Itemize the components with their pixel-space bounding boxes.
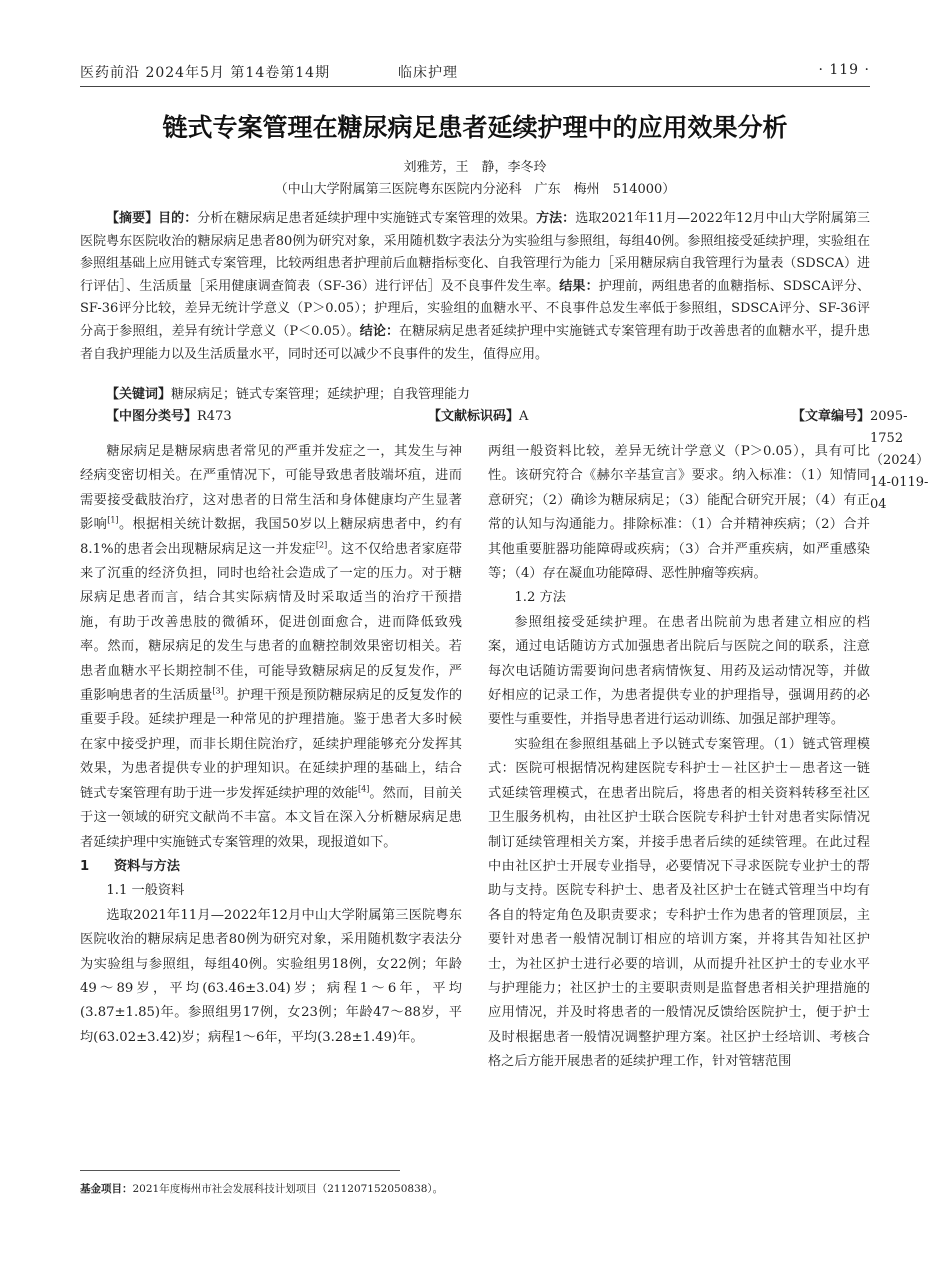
keywords <box>80 384 870 406</box>
keywords-text: 糖尿病足；链式专案管理；延续护理；自我管理能力 <box>171 387 471 402</box>
doc-label: 【文献标识码】 <box>428 409 520 424</box>
abstract-purpose: 分析在糖尿病足患者延续护理中实施链式专案管理的效果。 <box>197 211 537 226</box>
funding-footnote <box>80 1182 480 1196</box>
subsection-heading-1-1: 1.1 一般资料 <box>106 883 185 899</box>
abstract-conclusion-label: 结论： <box>359 323 400 339</box>
abstract-conclusion: 在糖尿病足患者延续护理中实施链式专案管理有助于改善患者的血糖水平，提升患者自我护理能力以及生活质量水平，同时还可以减少不良事件的发生，值得应用。 <box>80 323 870 362</box>
right-column <box>488 440 870 1075</box>
citation-4: [4] <box>358 784 370 794</box>
intro-text-1: 糖尿病足是糖尿病患者常见的严重并发症之一，其发生与神经病变密切相关。在严重情况下，可能导致患者肢端坏疽，进而需要接受截肢治疗，这对患者的日常生活和身体健康均产生显著影响 <box>80 444 462 533</box>
authors: 刘雅芳，王 静，李冬玲 <box>403 160 547 175</box>
intro-paragraph <box>80 440 462 855</box>
article-number <box>791 406 930 512</box>
abstract-method: 选取2021年11月—2022年12月中山大学附属第三医院粤东医院收治的糖尿病足患者80例为研究对象，采用随机数字表法分为实验组与参照组，每组40例。参照组接受延续护理，实验组在参照组基础上应用链式专案管理，比较两组患者护理前后血糖指标变化、自我管理行为能力［采用糖尿病自我管理行为量表（SDSCA）进行评估］、生活质量［采用健康调查简表（SF-36）进行评估］及不良事件发生率。 <box>80 211 870 294</box>
abstract-method-label: 方法： <box>536 211 576 226</box>
citation-3: [3] <box>212 686 224 696</box>
clc-value: R473 <box>197 409 232 424</box>
citation-2: [2] <box>315 540 328 550</box>
art-label: 【文章编号】 <box>791 409 870 424</box>
abstract-purpose-label: 目的： <box>158 211 198 226</box>
general-data-paragraph: 选取2021年11月—2022年12月中山大学附属第三医院粤东医院收治的糖尿病足患者80例为研究对象，采用随机数字表法分为实验组与参照组，每组40例。实验组男18例，女22例；年龄49～89岁，平均(63.46±3.04)岁；病程1～6年，平均(3.87±1.85)年。参照组男17例，女23例；年龄47～88岁，平均(63.02±3.42)岁；病程1～6年，平均(3.28±1.49)年。 <box>80 907 462 1045</box>
section-number: 1 <box>80 858 90 874</box>
page-number: · 119 · <box>818 62 870 78</box>
intro-text-3: 。这不仅给患者家庭带来了沉重的经济负担，同时也给社会造成了一定的压力。对于糖尿病足患者而言，结合其实际病情及时采取适当的治疗干预措施，有助于改善患肢的微循环，促进创面愈合，进而降低致残率。然而，糖尿病足的发生与患者的血糖控制效果密切相关。若患者血糖水平长期控制不佳，可能导致糖尿病足的反复发作，严重影响患者的生活质量 <box>80 541 462 704</box>
funding-text: 2021年度梅州市社会发展科技计划项目（211207152050838）。 <box>132 1183 444 1195</box>
citation-1: [1] <box>107 515 119 525</box>
abstract-result-label: 结果： <box>559 278 599 294</box>
abstract-result: 护理前，两组患者的血糖指标、SDSCA评分、SF-36评分比较，差异无统计学意义（P＞0.05）；护理后，实验组的血糖水平、不良事件总发生率低于参照组，SDSCA评分、SF-36评分高于参照组，差异有统计学意义（P＜0.05）。 <box>80 278 870 339</box>
abstract <box>80 208 870 366</box>
article-title: 链式专案管理在糖尿病足患者延续护理中的应用效果分析 <box>162 113 788 142</box>
doc-value: A <box>519 409 529 424</box>
header-rule <box>80 86 870 87</box>
left-column <box>80 440 462 1050</box>
subsection-heading-1-2: 1.2 方法 <box>514 590 566 606</box>
running-header <box>80 62 870 84</box>
keywords-label: 【关键词】 <box>106 387 172 402</box>
clc-label: 【中图分类号】 <box>106 409 198 424</box>
art-value: 2095-1752（2024）14-0119-04 <box>870 409 930 512</box>
criteria-paragraph: 两组一般资料比较，差异无统计学意义（P＞0.05），具有可比性。该研究符合《赫尔辛基宣言》要求。纳入标准：（1）知情同意研究；（2）确诊为糖尿病足；（3）能配合研究开展；（4）有正常的认知与沟通能力。排除标准：（1）合并精神疾病；（2）合并其他重要脏器功能障碍或疾病；（3）合并严重疾病，如严重感染等；（4）存在凝血功能障碍、恶性肿瘤等疾病。 <box>488 444 870 582</box>
clc-code <box>106 406 232 428</box>
doc-code <box>428 406 529 428</box>
section-title: 资料与方法 <box>114 858 180 874</box>
experimental-group-paragraph: 实验组在参照组基础上予以链式专案管理。（1）链式管理模式：医院可根据情况构建医院专科护士－社区护士－患者这一链式延续管理模式，在患者出院后，将患者的相关资料转移至社区卫生服务机构，由社区护士联合医院专科护士针对患者实际情况制订延续管理相关方案，并接手患者后续的延续管理。在此过程中由社区护士开展专业指导，必要情况下寻求医院专业护士的帮助与支持。医院专科护士、患者及社区护士在链式管理当中均有各自的特定角色及职责要求；专科护士作为患者的管理顶层，主要针对患者一般情况制订相应的培训方案，并将其告知社区护士，为社区护士进行必要的培训，从而提升社区护士的专业水平与护理能力；社区护士的主要职责则是监督患者相关护理措施的应用情况，并及时将患者的一般情况反馈给医院护士，便于护士及时根据患者一般情况调整护理方案。社区护士经培训、考核合格之后方能开展患者的延续护理工作，针对管辖范围 <box>488 736 870 1070</box>
footnote-rule <box>80 1170 400 1171</box>
control-group-paragraph: 参照组接受延续护理。在患者出院前为患者建立相应的档案，通过电话随访方式加强患者出院后与医院之间的联系，注意每次电话随访需要询问患者病情恢复、用药及运动情况等，并做好相应的记录工作，为患者提供专业的护理指导，强调用药的必要性与重要性，并指导患者进行运动训练、加强足部护理等。 <box>488 614 870 728</box>
section-heading-1 <box>80 855 462 879</box>
intro-text-2: 。根据相关统计数据，我国50岁以上糖尿病患者中，约有8.1%的患者会出现糖尿病足这一并发症 <box>80 517 463 557</box>
intro-text-5: 。然而，目前关于这一领域的研究文献尚不丰富。本文旨在深入分析糖尿病足患者延续护理中实施链式专案管理的效果，现报道如下。 <box>80 785 463 850</box>
affiliation: （中山大学附属第三医院粤东医院内分泌科 广东 梅州 514000） <box>274 182 676 197</box>
journal-info: 医药前沿 2024年5月 第14卷第14期 <box>80 65 331 81</box>
abstract-label: 【摘要】 <box>106 211 159 226</box>
section-name: 临床护理 <box>398 65 458 81</box>
intro-text-4: 。护理干预是预防糖尿病足的反复发作的重要手段。延续护理是一种常见的护理措施。鉴于患者大多时候在家中接受护理，而非长期住院治疗，延续护理能够充分发挥其效果，为患者提供专业的护理知识。在延续护理的基础上，结合链式专案管理有助于进一步发挥延续护理的效能 <box>80 688 463 801</box>
funding-label: 基金项目： <box>80 1183 133 1195</box>
